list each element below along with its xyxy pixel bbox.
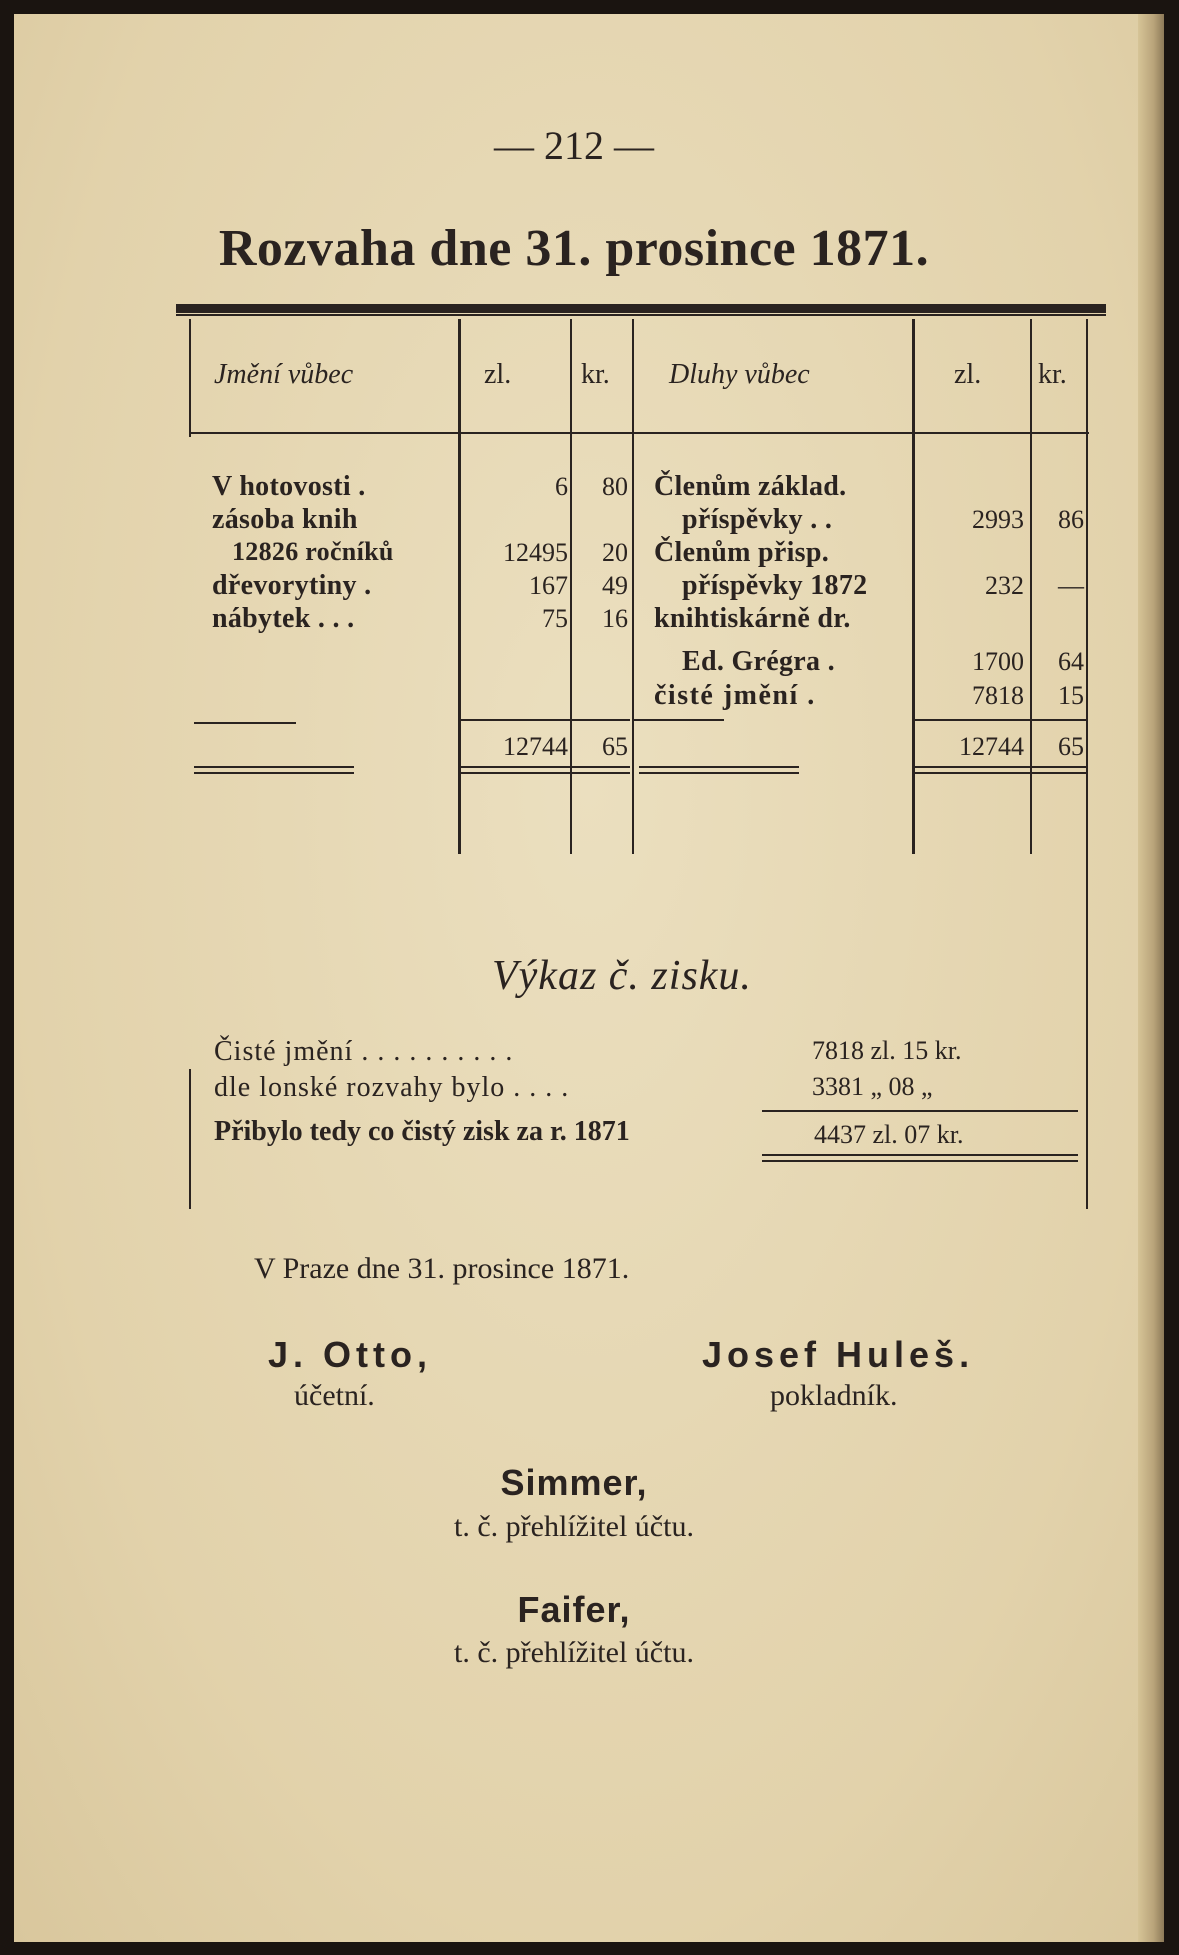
- liability-kr: 64: [1058, 647, 1084, 676]
- signer-name: Josef Huleš.: [702, 1334, 975, 1375]
- asset-kr: 16: [602, 604, 628, 633]
- table-top-rule: [176, 304, 1106, 313]
- page-title: Rozvaha dne 31. prosince 1871.: [218, 220, 930, 277]
- liab-total-kr: 65: [1058, 732, 1084, 761]
- double-rule: [194, 772, 354, 774]
- asset-kr: 80: [602, 472, 628, 501]
- liability-kr: 86: [1058, 505, 1084, 534]
- double-rule: [914, 766, 1086, 768]
- box-left-border: [189, 1069, 191, 1209]
- profit-sum-rule: [762, 1110, 1078, 1112]
- double-rule: [914, 772, 1086, 774]
- asset-label: nábytek . . .: [212, 603, 355, 634]
- liability-kr: —: [1058, 571, 1084, 600]
- liability-label: příspěvky . .: [682, 504, 833, 535]
- header-liabilities: Dluhy vůbec: [669, 359, 810, 390]
- liability-label: Členům základ.: [654, 471, 847, 502]
- liability-label: Členům přisp.: [654, 537, 830, 568]
- asset-kr: 20: [602, 538, 628, 567]
- double-rule: [639, 772, 799, 774]
- liability-zl: 7818: [972, 681, 1024, 710]
- profit-row-label: Čisté jmění . . . . . . . . . .: [214, 1036, 514, 1067]
- page-edge: [1138, 14, 1164, 1942]
- header-kr-2: kr.: [1038, 359, 1067, 390]
- signer-role: t. č. přehlížitel účtu.: [454, 1636, 694, 1669]
- profit-row-value: 3381 „ 08 „: [812, 1072, 933, 1101]
- liability-label: příspěvky 1872: [682, 570, 868, 601]
- double-rule: [460, 772, 630, 774]
- liab-total-rule: [914, 719, 1086, 721]
- header-zl-2: zl.: [954, 359, 982, 390]
- assets-sum-rule: [194, 722, 296, 724]
- liab-sum-rule: [634, 719, 724, 721]
- header-zl: zl.: [484, 359, 512, 390]
- col-divider-3: [632, 319, 634, 854]
- asset-label: 12826 ročníků: [232, 537, 394, 566]
- double-rule: [639, 766, 799, 768]
- asset-kr: 49: [602, 571, 628, 600]
- liability-zl: 232: [985, 571, 1024, 600]
- signer-name: Simmer,: [500, 1462, 648, 1503]
- signer-name: J. Otto,: [268, 1334, 432, 1375]
- asset-zl: 12495: [503, 538, 568, 567]
- liab-total-zl: 12744: [959, 732, 1024, 761]
- liability-label: čisté jmění .: [654, 680, 816, 711]
- liability-zl: 2993: [972, 505, 1024, 534]
- profit-title: Výkaz č. zisku.: [492, 953, 752, 999]
- signer-role: účetní.: [294, 1379, 375, 1412]
- document-page: [14, 14, 1164, 1942]
- table-right-border: [1086, 319, 1088, 1209]
- profit-row-label: dle lonské rozvahy bylo . . . .: [214, 1072, 570, 1103]
- profit-double-rule: [762, 1154, 1078, 1156]
- header-separator: [189, 432, 1089, 434]
- assets-total-zl: 12744: [503, 732, 568, 761]
- page-number: — 212 —: [494, 123, 654, 168]
- header-assets: Jmění vůbec: [214, 359, 354, 390]
- profit-result-label: Přibylo tedy co čistý zisk za r. 1871: [214, 1116, 630, 1147]
- signer-role: t. č. přehlížitel účtu.: [454, 1510, 694, 1543]
- signer-name: Faifer,: [517, 1589, 631, 1630]
- liability-kr: 15: [1058, 681, 1084, 710]
- signer-role: pokladník.: [770, 1379, 898, 1412]
- assets-total-rule: [460, 719, 630, 721]
- liability-label: knihtiskárně dr.: [654, 603, 851, 634]
- table-left-border: [189, 319, 191, 437]
- asset-label: zásoba knih: [212, 504, 358, 535]
- asset-zl: 167: [529, 571, 568, 600]
- table-top-rule-thin: [176, 314, 1106, 316]
- double-rule: [194, 766, 354, 768]
- asset-label: V hotovosti .: [212, 471, 366, 502]
- asset-label: dřevorytiny .: [212, 570, 372, 601]
- asset-zl: 6: [555, 472, 568, 501]
- liability-zl: 1700: [972, 647, 1024, 676]
- assets-total-kr: 65: [602, 732, 628, 761]
- asset-zl: 75: [542, 604, 568, 633]
- profit-double-rule: [762, 1160, 1078, 1162]
- header-kr: kr.: [581, 359, 610, 390]
- profit-result-value: 4437 zl. 07 kr.: [814, 1120, 964, 1149]
- liability-label: Ed. Grégra .: [682, 646, 835, 677]
- place-date: V Praze dne 31. prosince 1871.: [254, 1252, 630, 1285]
- profit-row-value: 7818 zl. 15 kr.: [812, 1036, 962, 1065]
- double-rule: [460, 766, 630, 768]
